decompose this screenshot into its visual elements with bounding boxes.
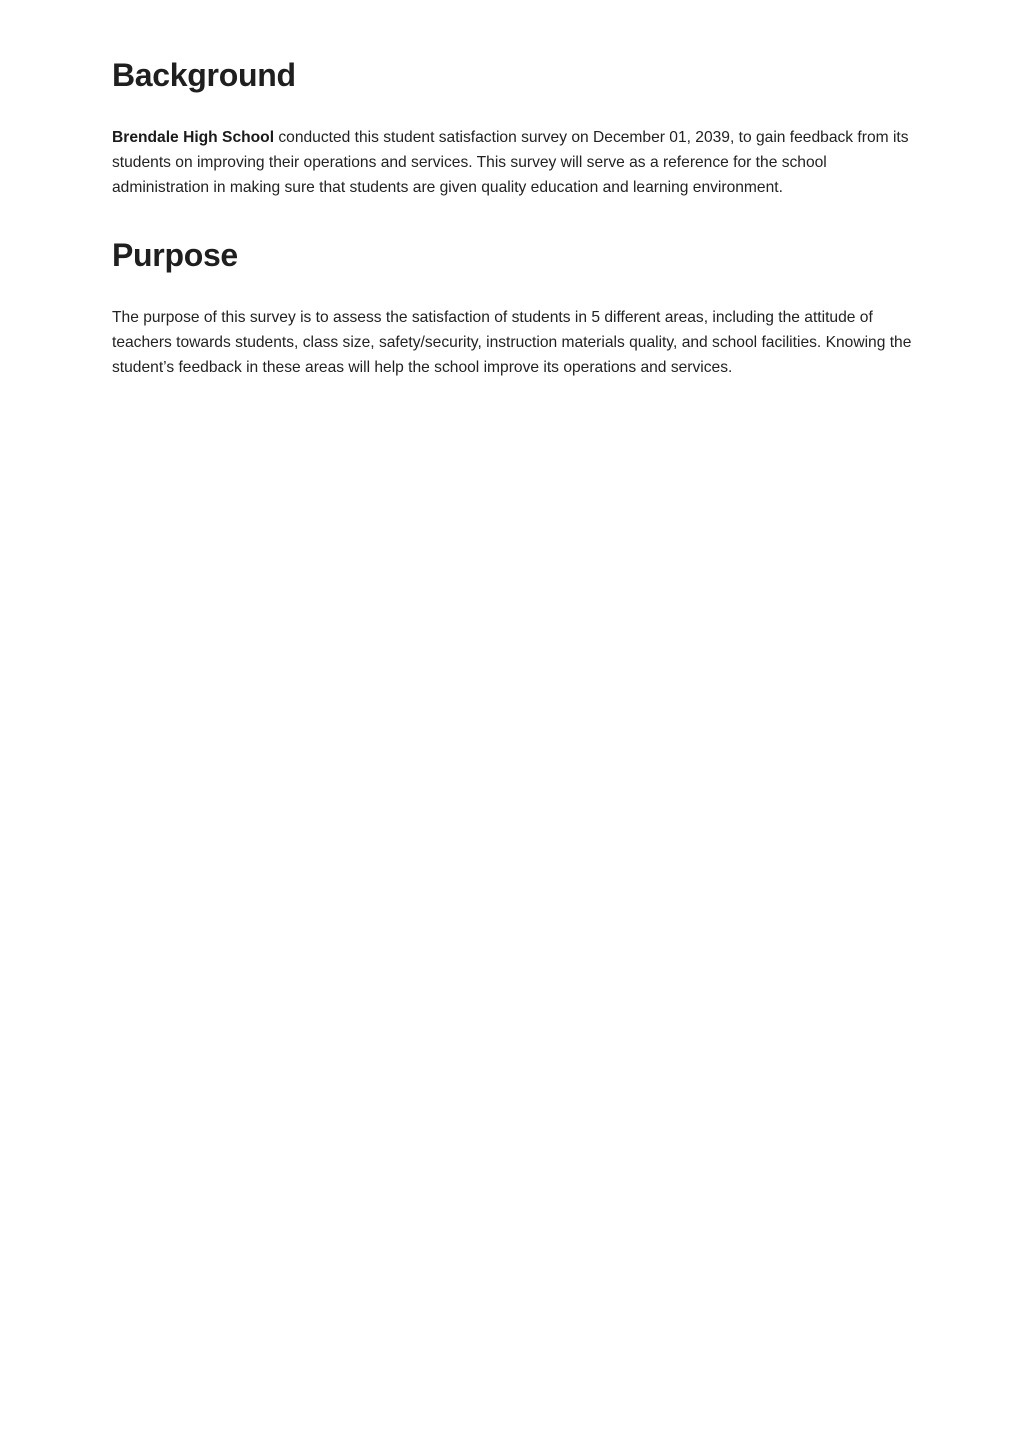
purpose-paragraph: The purpose of this survey is to assess the satisfaction of students in 5 different areas, including the attitude of teachers towards students, class size, safety/security, instruction materials quality, and school facilities. Knowing the student’s feedback in these areas will help the school improve its operations and services. bbox=[112, 309, 912, 376]
section-heading-purpose: Purpose bbox=[112, 237, 238, 273]
background-paragraph bbox=[112, 125, 912, 200]
background-paragraph-text: conducted this student satisfaction survey on December 01, 2039, to gain feedback from its students on improving their operations and services. This survey will serve as a reference for the school administration in making sure that students are given quality education and learning environment. bbox=[112, 129, 909, 196]
section-heading-background: Background bbox=[112, 57, 296, 93]
school-name: Brendale High School bbox=[112, 129, 275, 146]
